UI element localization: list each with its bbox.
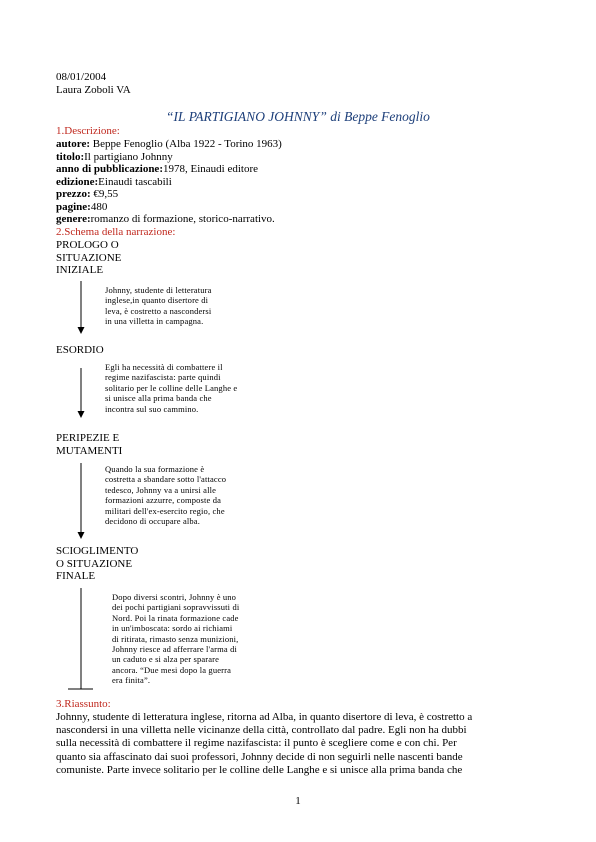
stage-note-prologue (105, 285, 212, 327)
field-author (56, 138, 282, 151)
note-line: inglese,in quanto disertore di (105, 295, 209, 306)
field-value: €9,55 (90, 188, 119, 200)
field-label: edizione: (56, 176, 99, 188)
stage-label-prologue (56, 239, 121, 277)
arrow-2 (78, 368, 85, 418)
field-label: genere: (56, 213, 91, 225)
stage-note-resolution (112, 592, 239, 686)
field-value: Il partigiano Johnny (84, 151, 173, 163)
summary-line: comuniste. Parte invece solitario per le colline delle Langhe e si unisce alla prima banda che (56, 763, 463, 776)
stage-label-line: MUTAMENTI (56, 444, 123, 457)
field-value: romanzo di formazione, storico-narrativo. (90, 213, 275, 225)
field-label: titolo: (56, 151, 85, 163)
summary-paragraph (56, 711, 542, 777)
document-title-text: “IL PARTIGIANO JOHNNY” di Beppe Fenoglio (166, 109, 430, 124)
stage-note-opening (105, 362, 237, 414)
note-line: incontra sul suo cammino. (105, 403, 199, 414)
author-line: Laura Zoboli VA (56, 84, 131, 96)
stage-label-line: INIZIALE (56, 264, 104, 276)
stage-label-line: ESORDIO (56, 344, 104, 356)
summary-line: sulla necessità di combattere il regime nazifascista: il punto è scegliere come e con chi. Per (56, 737, 457, 750)
end-bar (68, 588, 93, 689)
field-label: prezzo: (56, 188, 91, 200)
field-title (56, 151, 173, 164)
note-line: Nord. Poi la rinata formazione cade (112, 612, 239, 623)
summary-line: quanto sia affascinato dai suoi professori, Johnny decide di non seguirli nelle nascenti bande (56, 750, 463, 763)
note-line: Johnny, studente di letteratura (105, 285, 212, 295)
document-date: 08/01/2004 (56, 71, 107, 83)
field-year (56, 163, 258, 176)
field-label: anno di pubblicazione: (56, 163, 163, 175)
field-value: 480 (90, 201, 108, 213)
section-heading-schema: 2.Schema della narrazione: (56, 226, 176, 238)
arrow-1 (78, 281, 85, 334)
note-line: formazioni azzurre, composte da (105, 495, 222, 506)
summary-line: Johnny, studente di letteratura inglese, ritorna ad Alba, in quanto disertore di leva, è costretto a (56, 711, 473, 723)
note-line: leva, è costretto a nascondersi (105, 305, 212, 316)
field-pages (56, 201, 107, 214)
note-line: solitario per le colline delle Langhe e (105, 382, 238, 393)
note-line: militari dell'ex-esercito regio, che (105, 505, 225, 516)
section-heading-summary: 3.Riassunto: (56, 698, 111, 710)
stage-note-peripeteia (105, 464, 226, 526)
field-edition (56, 176, 172, 189)
note-line: dei pochi partigiani sopravvissuti di (112, 602, 240, 613)
note-line: era finita”. (112, 675, 151, 686)
note-line: Johnny riesce ad afferrare l'arma di (112, 644, 238, 655)
note-line: regime nazifascista: parte quindi (105, 372, 221, 383)
stage-label-line: FINALE (56, 570, 96, 582)
stage-label-line: SCIOGLIMENTO (56, 545, 139, 557)
stage-label-line: PERIPEZIE E (56, 432, 120, 444)
field-value: 1978, Einaudi editore (162, 163, 258, 175)
section-heading-description: 1.Descrizione: (56, 125, 120, 137)
document-title (0, 109, 596, 125)
field-price (56, 188, 118, 201)
note-line: Quando la sua formazione è (105, 464, 205, 474)
page-number: 1 (295, 795, 301, 807)
stage-label-line: PROLOGO O (56, 239, 119, 251)
field-label: autore: (56, 138, 91, 150)
stage-label-opening (56, 344, 104, 357)
arrow-3 (78, 463, 85, 539)
field-genre (56, 213, 275, 226)
note-line: tedesco, Johnny va a unirsi alle (105, 484, 217, 495)
field-label: pagine: (56, 201, 91, 213)
summary-line: nascondersi in una villetta nelle vicinanze della città, controllato dal padre. Egli non ha dubbi (56, 724, 467, 737)
note-line: Egli ha necessità di combattere il (105, 362, 223, 372)
note-line: si unisce alla prima banda che (105, 393, 212, 404)
stage-label-peripeteia (56, 432, 122, 457)
note-line: costretta a sbandare sotto l'attacco (105, 474, 227, 485)
note-line: in una villetta in campagna. (105, 316, 204, 327)
stage-label-resolution (56, 545, 138, 583)
note-line: decidono di occupare alba. (105, 516, 200, 527)
note-line: in un'imboscata: sordo ai richiami (112, 623, 233, 634)
field-value: Beppe Fenoglio (Alba 1922 - Torino 1963) (90, 138, 282, 150)
note-line: un caduto e si alza per sparare (112, 654, 220, 665)
stage-label-line: SITUAZIONE (56, 251, 122, 264)
stage-label-line: O SITUAZIONE (56, 557, 133, 570)
note-line: Dopo diversi scontri, Johnny è uno (112, 592, 237, 602)
field-value: Einaudi tascabili (98, 176, 172, 188)
note-line: di ritirata, rimasto senza munizioni, (112, 633, 239, 644)
note-line: ancora. “Due mesi dopo la guerra (112, 664, 232, 675)
